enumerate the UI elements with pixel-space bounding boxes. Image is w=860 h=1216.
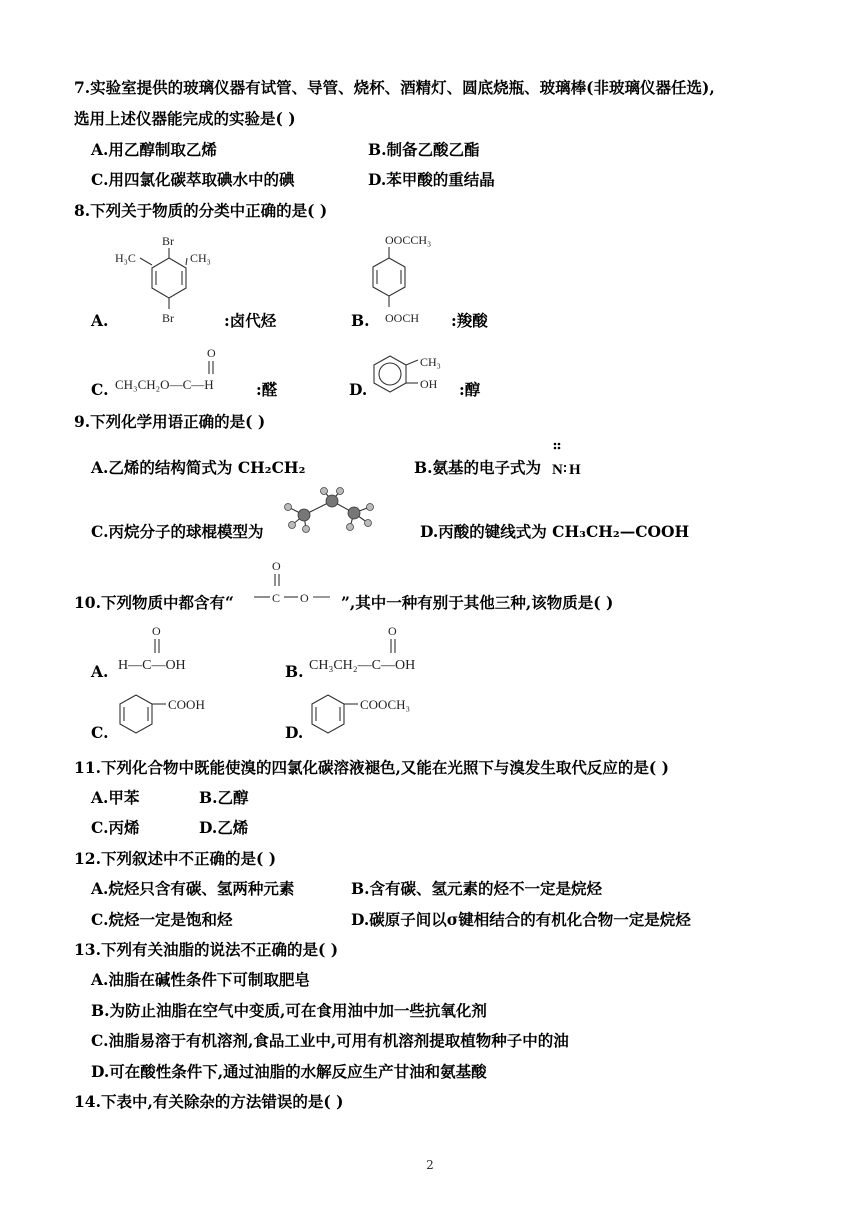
q11-option-b: B.乙醇 [199, 788, 249, 807]
q11-option-d: D.乙烯 [199, 818, 249, 837]
q8-d-structure [368, 352, 458, 397]
q10-c-structure [114, 692, 234, 738]
q10-d-structure [306, 692, 436, 738]
q10-stem-before: 10.下列物质中都含有“ [74, 593, 234, 612]
q10-b-structure [309, 621, 449, 676]
q8-option-b-suffix: :羧酸 [451, 311, 488, 330]
svg-text:CH₃CH₂O—C—H: CH₃CH₂O—C—H [115, 377, 214, 392]
svg-text:Br: Br [162, 234, 174, 248]
q8-option-b-letter: B. [351, 311, 370, 330]
q8-option-c-letter: C. [91, 380, 109, 399]
q9-option-d: D.丙酸的键线式为 CH₃CH₂—COOH [420, 522, 690, 541]
q10-option-b-letter: B. [285, 662, 304, 681]
q8-option-a-letter: A. [91, 311, 109, 330]
q13-option-a: A.油脂在碱性条件下可制取肥皂 [91, 970, 310, 989]
q9-option-c: C.丙烷分子的球棍模型为 [91, 522, 264, 541]
svg-text:Br: Br [162, 311, 174, 325]
svg-text:H₃C: H₃C [115, 251, 136, 265]
svg-text:O: O [272, 559, 281, 573]
q8-option-a-suffix: :卤代烃 [224, 311, 277, 330]
q7-option-d: D.苯甲酸的重结晶 [368, 170, 495, 189]
q8-c-structure [115, 343, 260, 398]
q11-option-a: A.甲苯 [91, 788, 140, 807]
q12-stem: 12.下列叙述中不正确的是( ) [74, 849, 277, 868]
svg-text:O: O [152, 624, 161, 638]
q7-stem-line2: 选用上述仪器能完成的实验是( ) [74, 109, 296, 128]
svg-text:COOCH₃: COOCH₃ [360, 697, 411, 712]
q7-stem-line1: 7.实验室提供的玻璃仪器有试管、导管、烧杯、酒精灯、圆底烧瓶、玻璃棒(非玻璃仪器任选), [74, 78, 715, 97]
q10-stem-after: ”,其中一种有别于其他三种,该物质是( ) [341, 593, 614, 612]
q9-stem: 9.下列化学用语正确的是( ) [74, 412, 266, 431]
q8-option-c-suffix: :醛 [256, 380, 278, 399]
q12-option-d: D.碳原子间以σ键相结合的有机化合物一定是烷烃 [351, 910, 691, 929]
q11-option-c: C.丙烯 [91, 818, 140, 837]
q13-option-c: C.油脂易溶于有机溶剂,食品工业中,可用有机溶剂提取植物种子中的油 [91, 1031, 569, 1050]
q12-option-a: A.烷烃只含有碳、氢两种元素 [91, 879, 295, 898]
q9-option-a: A.乙烯的结构简式为 CH₂CH₂ [91, 458, 306, 477]
svg-text:CH₃: CH₃ [190, 251, 211, 265]
svg-text:H—C—OH: H—C—OH [118, 658, 186, 673]
q11-stem: 11.下列化合物中既能使溴的四氯化碳溶液褪色,又能在光照下与溴发生取代反应的是( ) [74, 758, 669, 777]
svg-text:OOCH: OOCH [385, 311, 420, 325]
q13-stem: 13.下列有关油脂的说法不正确的是( ) [74, 940, 339, 959]
q8-a-structure [112, 232, 222, 327]
q10-a-structure [118, 621, 218, 676]
svg-text:O: O [300, 591, 309, 605]
q10-option-c-letter: C. [91, 723, 109, 742]
q13-option-b: B.为防止油脂在空气中变质,可在食用油中加一些抗氧化剂 [91, 1001, 487, 1020]
svg-text:N: N [552, 462, 563, 478]
q9-electron-formula [552, 440, 592, 480]
q7-option-a: A.用乙醇制取乙烯 [91, 140, 217, 159]
q10-ester-group [250, 556, 342, 606]
q9-ball-stick-model [280, 487, 380, 537]
q7-option-b: B.制备乙酸乙酯 [368, 140, 480, 159]
q12-option-b: B.含有碳、氢元素的烃不一定是烷烃 [351, 879, 602, 898]
q8-option-d-suffix: :醇 [459, 380, 481, 399]
q10-option-a-letter: A. [91, 662, 109, 681]
q8-stem: 8.下列关于物质的分类中正确的是( ) [74, 201, 328, 220]
svg-text:CH₃: CH₃ [420, 355, 441, 369]
svg-text:C: C [272, 591, 281, 605]
svg-text:O: O [388, 624, 397, 638]
q7-option-c: C.用四氯化碳萃取碘水中的碘 [91, 170, 295, 189]
q8-option-d-letter: D. [349, 380, 368, 399]
q14-stem: 14.下表中,有关除杂的方法错误的是( ) [74, 1092, 344, 1111]
q8-b-structure [368, 230, 458, 330]
q10-option-d-letter: D. [285, 723, 304, 742]
svg-text:COOH: COOH [168, 697, 205, 712]
page-number: 2 [426, 1158, 434, 1172]
svg-text:OH: OH [420, 377, 438, 391]
q12-option-c: C.烷烃一定是饱和烃 [91, 910, 233, 929]
q9-option-b: B.氨基的电子式为 [414, 458, 541, 477]
svg-text:H: H [569, 462, 581, 478]
svg-text:OOCCH₃: OOCCH₃ [385, 233, 432, 247]
svg-text:CH₃CH₂—C—OH: CH₃CH₂—C—OH [309, 658, 416, 673]
svg-text:O: O [207, 346, 216, 360]
q13-option-d: D.可在酸性条件下,通过油脂的水解反应生产甘油和氨基酸 [91, 1062, 487, 1081]
